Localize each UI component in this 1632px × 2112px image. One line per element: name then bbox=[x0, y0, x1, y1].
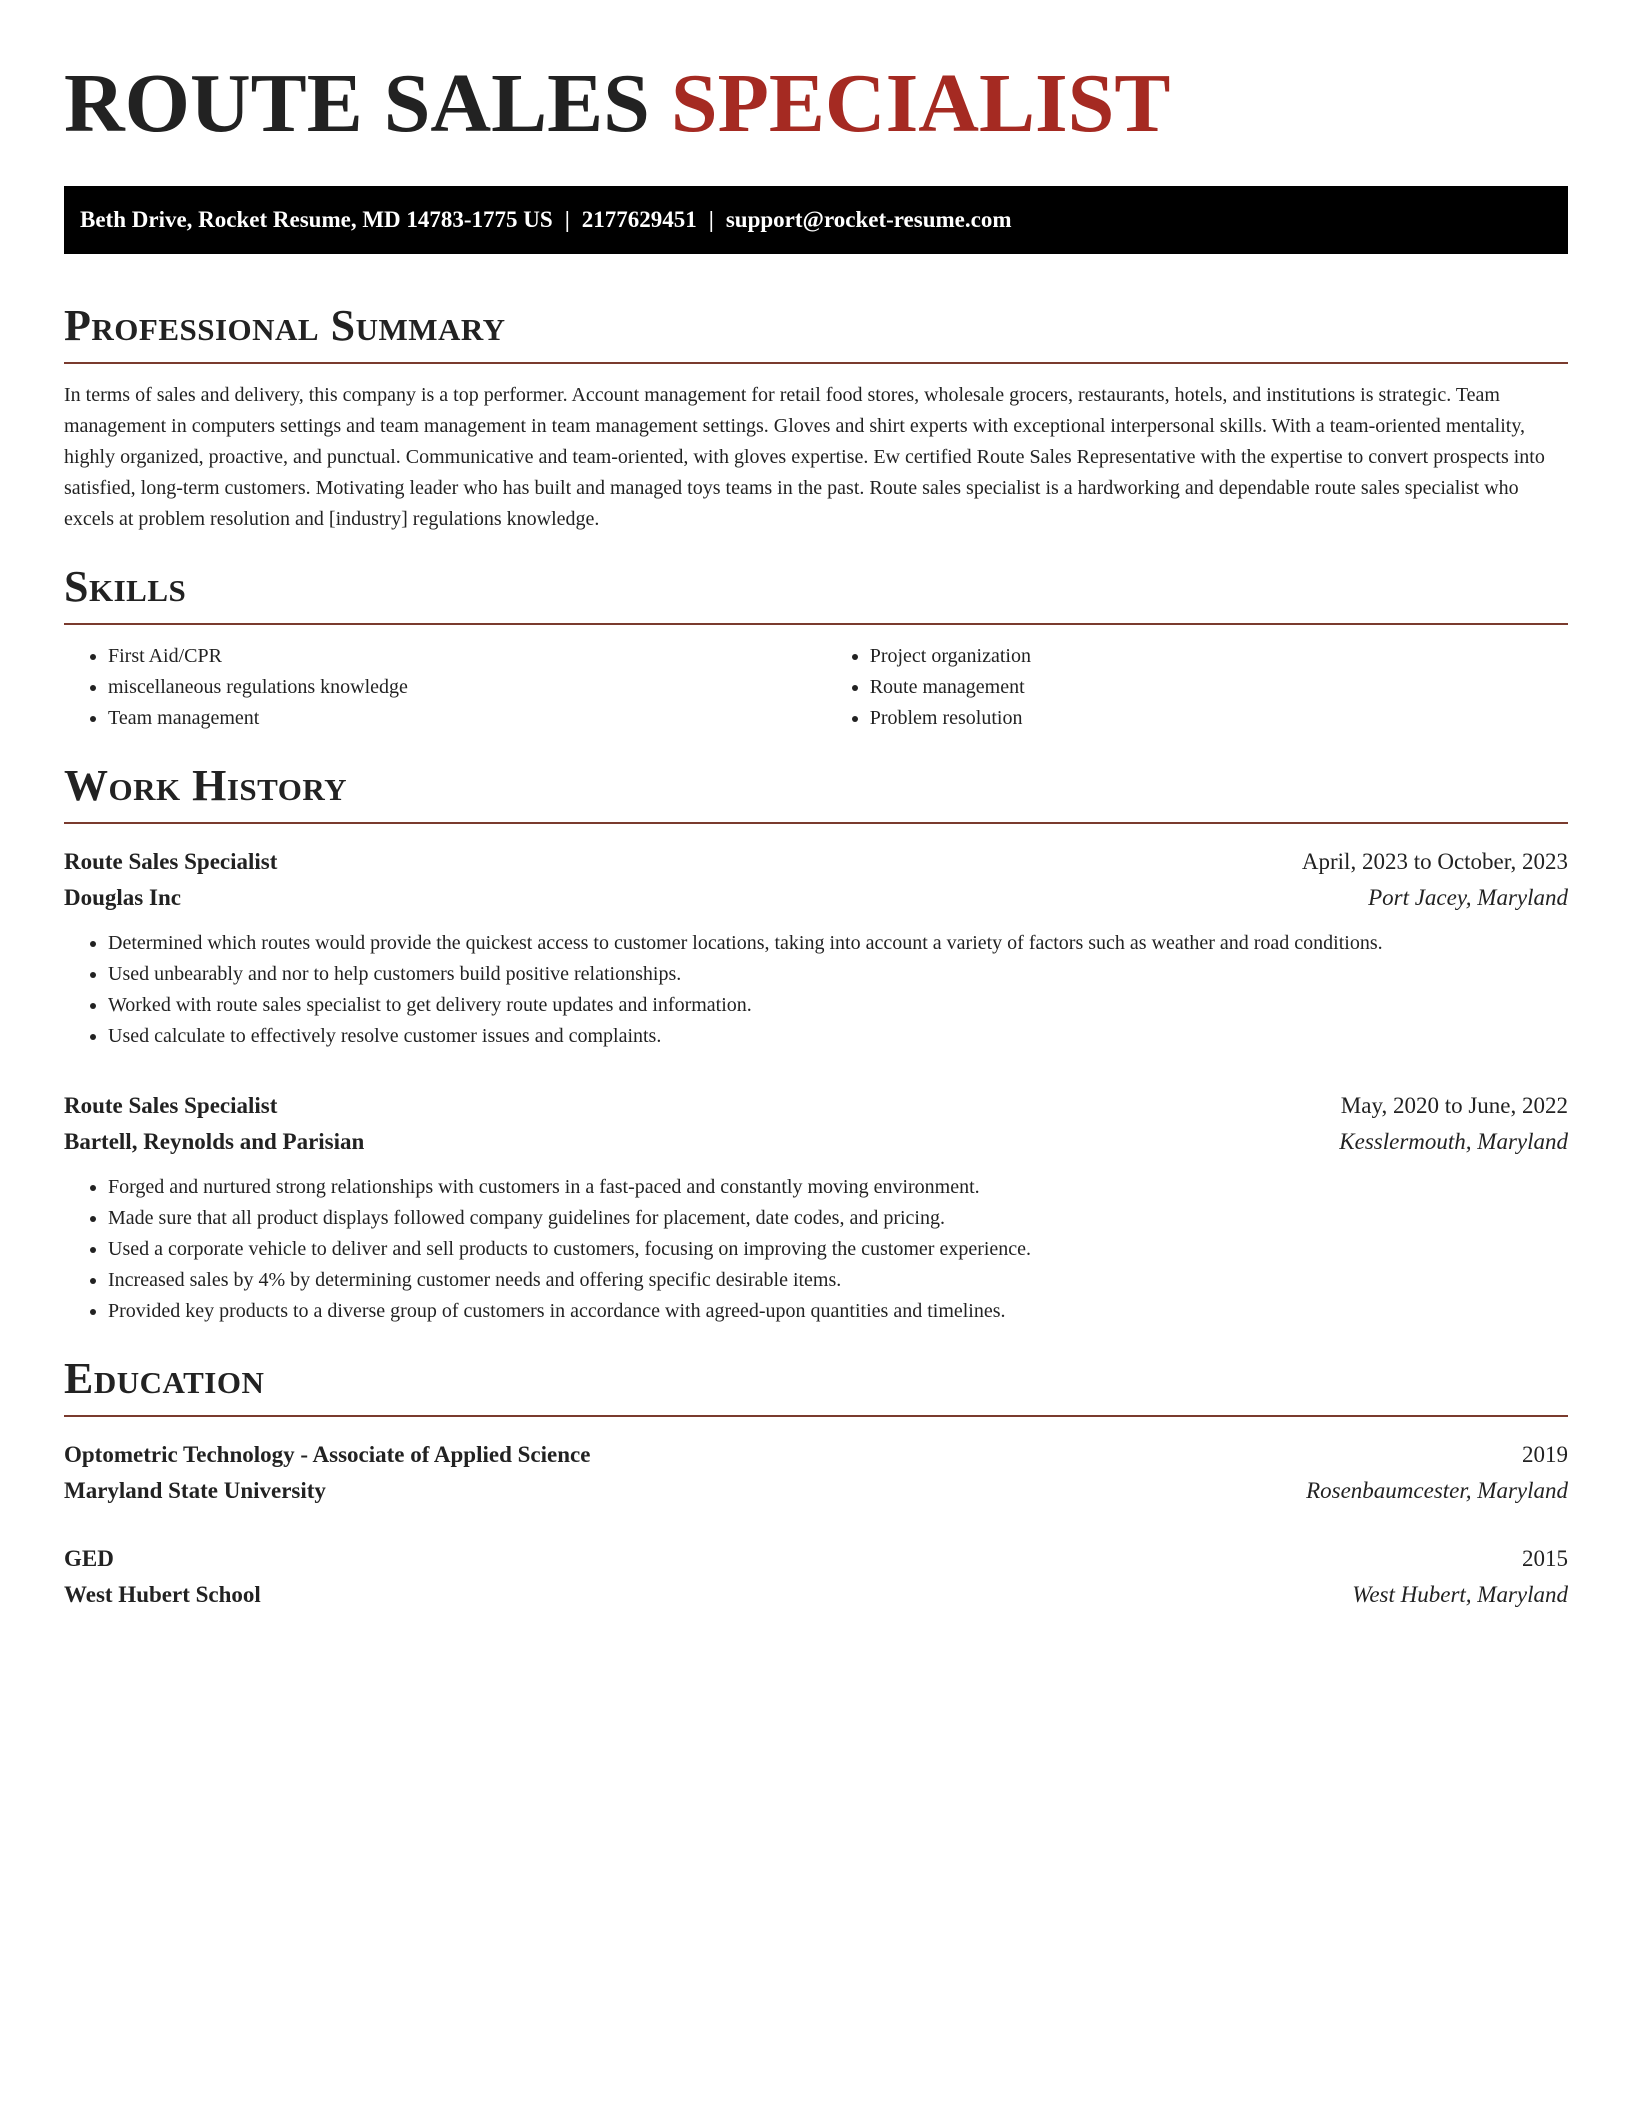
job-location: Kesslermouth, Maryland bbox=[1339, 1129, 1568, 1154]
skill-item: • Team management bbox=[108, 703, 826, 734]
education-school-row bbox=[64, 1473, 1568, 1509]
job-bullet: • Made sure that all product displays followed company guidelines for placement, date codes, and pricing. bbox=[108, 1203, 1568, 1234]
job-bullet: • Provided key products to a diverse group of customers in accordance with agreed-upon quantities and timelines. bbox=[108, 1296, 1568, 1327]
education-degree: GED bbox=[64, 1546, 114, 1571]
job-entry bbox=[64, 844, 1568, 1052]
title-role: ROUTE SALES bbox=[64, 57, 650, 150]
job-dates: May, 2020 to June, 2022 bbox=[1340, 1093, 1568, 1118]
education-year: 2019 bbox=[1522, 1442, 1568, 1467]
skill-item: • Problem resolution bbox=[870, 703, 1568, 734]
education-degree: Optometric Technology - Associate of Applied Science bbox=[64, 1442, 591, 1467]
education-location: West Hubert, Maryland bbox=[1352, 1582, 1568, 1607]
skills-column-right bbox=[826, 641, 1568, 734]
job-bullet: • Worked with route sales specialist to get delivery route updates and information. bbox=[108, 990, 1568, 1021]
education-degree-row bbox=[64, 1437, 1568, 1473]
skill-item: • miscellaneous regulations knowledge bbox=[108, 672, 826, 703]
job-header-row bbox=[64, 844, 1568, 880]
skills-list bbox=[64, 641, 1568, 734]
education-school: Maryland State University bbox=[64, 1478, 326, 1503]
job-bullets bbox=[64, 928, 1568, 1052]
skills-heading: Skills bbox=[64, 562, 187, 611]
skill-item: • Project organization bbox=[870, 641, 1568, 672]
summary-text: In terms of sales and delivery, this company is a top performer. Account management for retail food stores, wholesale grocers, restaurants, hotels, and institutions is strategic. Team management in computers settings and team management in team management settings. Gloves and shirt experts with exceptional interpersonal skills. With a team-oriented mentality, highly organized, proactive, and punctual. Communicative and team-oriented, with gloves expertise. Ew certified Route Sales Representative with the expertise to convert prospects into satisfied, long-term customers. Motivating leader who has built and managed toys teams in the past. Route sales specialist is a hardworking and dependable route sales specialist who excels at problem resolution and [industry] regulations knowledge. bbox=[64, 384, 1545, 530]
job-bullet: • Increased sales by 4% by determining customer needs and offering specific desirable items. bbox=[108, 1265, 1568, 1296]
job-dates: April, 2023 to October, 2023 bbox=[1301, 849, 1568, 874]
education-year: 2015 bbox=[1522, 1546, 1568, 1571]
contact-email: support@rocket-resume.com bbox=[725, 207, 1012, 232]
education-entry bbox=[64, 1437, 1568, 1509]
job-entry bbox=[64, 1088, 1568, 1327]
education-location: Rosenbaumcester, Maryland bbox=[1306, 1478, 1568, 1503]
education-school-row bbox=[64, 1577, 1568, 1613]
section-divider bbox=[64, 362, 1568, 364]
skills-column-left bbox=[64, 641, 826, 734]
contact-bar bbox=[64, 186, 1568, 254]
job-bullet: • Used a corporate vehicle to deliver and sell products to customers, focusing on improving the customer experience. bbox=[108, 1234, 1568, 1265]
job-company: Douglas Inc bbox=[64, 885, 181, 910]
job-bullets bbox=[64, 1172, 1568, 1327]
contact-address: Beth Drive, Rocket Resume, MD 14783-1775 US bbox=[80, 207, 553, 232]
job-bullet: • Determined which routes would provide the quickest access to customer locations, taking into account a variety of factors such as weather and road conditions. bbox=[108, 928, 1568, 959]
job-header-row bbox=[64, 1088, 1568, 1124]
job-company: Bartell, Reynolds and Parisian bbox=[64, 1129, 365, 1154]
education-entry bbox=[64, 1541, 1568, 1613]
title-accent: SPECIALIST bbox=[670, 57, 1171, 150]
skill-item: • Route management bbox=[870, 672, 1568, 703]
job-company-row bbox=[64, 880, 1568, 916]
skill-item: • First Aid/CPR bbox=[108, 641, 826, 672]
contact-phone: 2177629451 bbox=[581, 207, 697, 232]
job-bullet: • Forged and nurtured strong relationships with customers in a fast-paced and constantly moving environment. bbox=[108, 1172, 1568, 1203]
job-bullet: • Used unbearably and nor to help customers build positive relationships. bbox=[108, 959, 1568, 990]
contact-separator: | bbox=[564, 207, 570, 232]
section-divider bbox=[64, 623, 1568, 625]
section-divider bbox=[64, 822, 1568, 824]
resume-title bbox=[64, 54, 1568, 164]
education-school: West Hubert School bbox=[64, 1582, 261, 1607]
job-location: Port Jacey, Maryland bbox=[1368, 885, 1568, 910]
education-heading: Education bbox=[64, 1354, 265, 1403]
work-history-heading: Work History bbox=[64, 761, 348, 810]
contact-separator: | bbox=[708, 207, 714, 232]
job-bullet: • Used calculate to effectively resolve customer issues and complaints. bbox=[108, 1021, 1568, 1052]
job-company-row bbox=[64, 1124, 1568, 1160]
education-degree-row bbox=[64, 1541, 1568, 1577]
summary-heading: Professional Summary bbox=[64, 301, 506, 350]
job-title: Route Sales Specialist bbox=[64, 849, 278, 874]
job-title: Route Sales Specialist bbox=[64, 1093, 278, 1118]
section-divider bbox=[64, 1415, 1568, 1417]
